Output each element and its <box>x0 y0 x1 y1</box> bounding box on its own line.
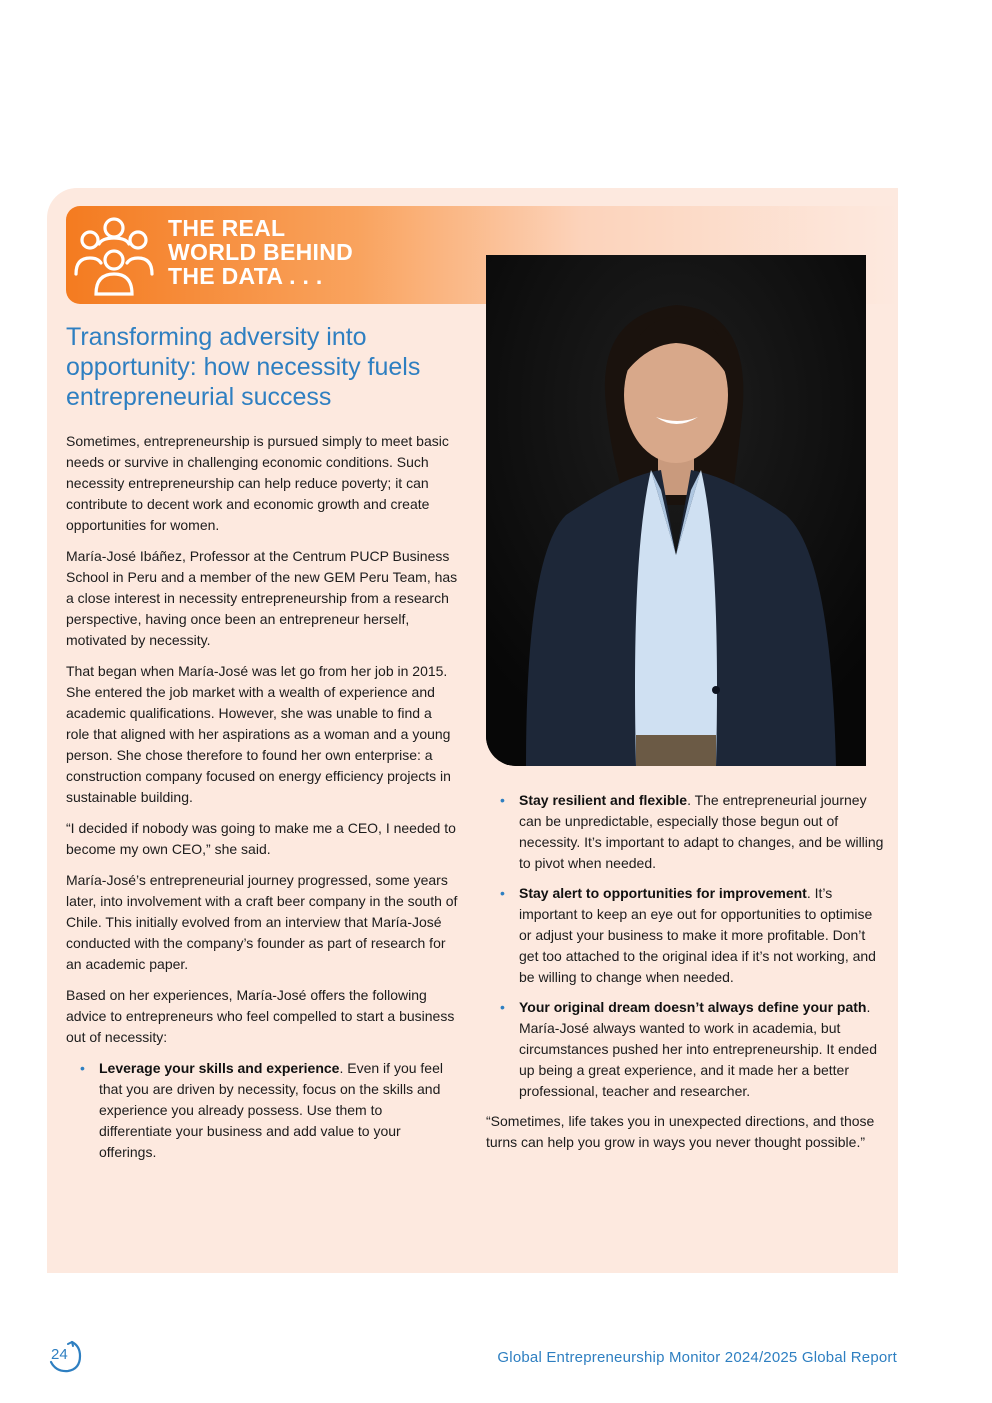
right-column <box>486 790 886 1163</box>
advice-heading: Stay resilient and flexible <box>519 792 688 808</box>
body-paragraph: María-José Ibáñez, Professor at the Centrum PUCP Business School in Peru and a member of the new GEM Peru Team, has a close interest in necessity entrepreneurship from a research perspective, having once been an entrepreneur herself, motivated by necessity. <box>66 548 458 648</box>
portrait-illustration <box>486 255 866 766</box>
advice-item <box>486 883 886 988</box>
advice-text: . María-José always wanted to work in academia, but circumstances pushed her into entrepreneurship. It ended up being a great experience, and it made her a better professional, teacher and researcher. <box>519 999 877 1099</box>
report-title: Global Entrepreneurship Monitor 2024/2025 Global Report <box>497 1349 897 1366</box>
advice-text: . Even if you feel that you are driven by necessity, focus on the skills and experience you already possess. Use them to differentiate your business and add value to your offerings. <box>99 1060 443 1160</box>
banner-title-line: THE DATA . . . <box>168 263 323 289</box>
advice-list <box>486 790 886 1102</box>
body-paragraph: Based on her experiences, María-José offers the following advice to entrepreneurs who feel compelled to start a business out of necessity: <box>66 987 455 1045</box>
bullet-icon: • <box>500 885 505 901</box>
bullet-icon: • <box>500 792 505 808</box>
advice-text: . The entrepreneurial journey can be unpredictable, especially those begun out of necessity. It’s important to adapt to changes, and be willing to pivot when needed. <box>519 792 884 871</box>
advice-item <box>66 1058 458 1163</box>
bullet-icon: • <box>80 1060 85 1076</box>
advice-item <box>486 997 886 1102</box>
banner-title-line: WORLD BEHIND <box>168 239 354 265</box>
advice-heading: Leverage your skills and experience <box>99 1060 340 1076</box>
bullet-icon: • <box>500 999 505 1015</box>
advice-heading: Stay alert to opportunities for improvement <box>519 885 807 901</box>
body-paragraph: María-José’s entrepreneurial journey progressed, some years later, into involvement with a craft beer company in the south of Chile. This initially evolved from an interview that María-José conducted with the company’s founder as part of research for an academic paper. <box>66 872 458 972</box>
banner-title-line: THE REAL <box>168 215 286 241</box>
body-paragraph: “I decided if nobody was going to make me a CEO, I needed to become my own CEO,” she said. <box>66 820 456 857</box>
people-group-icon <box>72 214 156 296</box>
left-column <box>66 431 458 1172</box>
advice-list <box>66 1058 458 1163</box>
advice-item <box>486 790 886 874</box>
advice-text: . It’s important to keep an eye out for opportunities to optimise or adjust your business to make it more profitable. Don’t get too attached to the original idea if it’s not working, and be willing to change when needed. <box>519 885 876 985</box>
page-number-badge <box>46 1338 84 1374</box>
banner-title <box>168 216 353 288</box>
article-headline: Transforming adversity into opportunity: how necessity fuels entrepreneurial success <box>66 323 421 411</box>
page-number: 24 <box>51 1346 68 1363</box>
closing-quote: “Sometimes, life takes you in unexpected directions, and those turns can help you grow in ways you never thought possible.” <box>486 1113 875 1150</box>
body-paragraph: That began when María-José was let go from her job in 2015. She entered the job market with a wealth of experience and academic qualifications. However, she was unable to find a role that aligned with her aspirations as a woman and a young person. She chose therefore to found her own enterprise: a construction company focused on energy efficiency projects in sustainable building. <box>66 663 451 805</box>
advice-heading: Your original dream doesn’t always define your path <box>519 999 867 1015</box>
portrait-photo <box>486 255 866 766</box>
body-paragraph: Sometimes, entrepreneurship is pursued simply to meet basic needs or survive in challenging economic conditions. Such necessity entrepreneurship can help reduce poverty; it can contribute to decent work and economic growth and create opportunities for women. <box>66 433 449 533</box>
